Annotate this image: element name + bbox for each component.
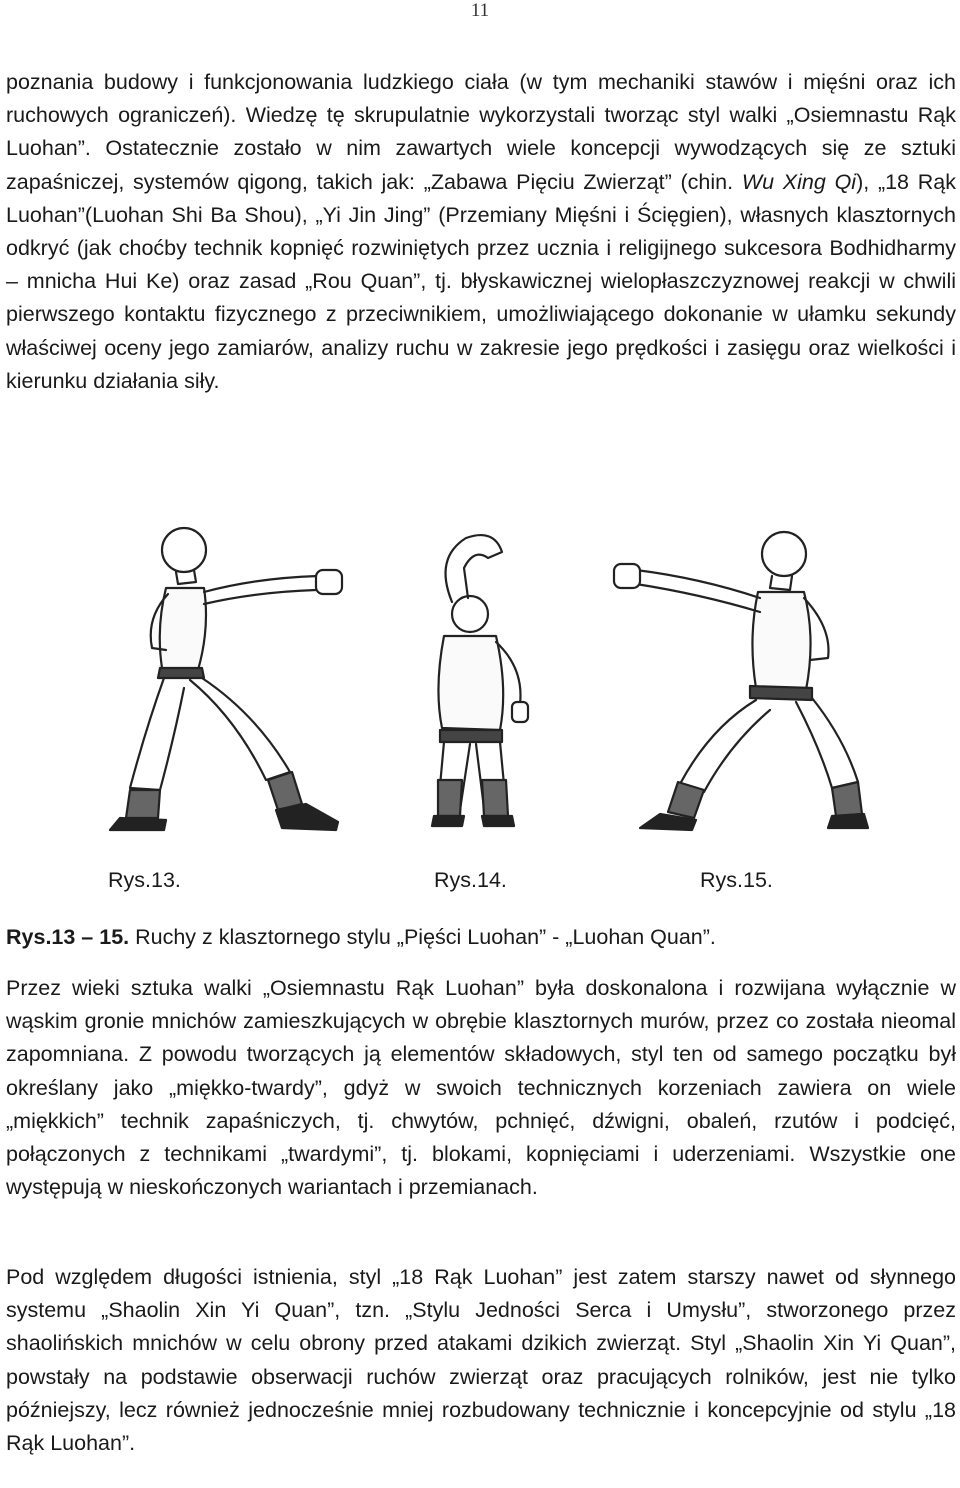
figure-15-illustration [600,518,870,838]
figure-labels [0,868,960,898]
paragraph-2: Przez wieki sztuka walki „Osiemnastu Rąk Luohan” była doskonalona i rozwijana wyłącznie w wąskim gronie mnichów zamieszkujących w obrębie klasztornych murów, przez co została nieomal zapomniana. Z powodu tworzących ją elementów składowych, styl ten od samego początku był określany jako „miękko-twardy”, gdyż w swoich technicznych korzeniach zawiera on wiele „miękkich” technik zapaśniczych, tj. chwytów, pchnięć, dźwigni, obaleń, rzutów i podcięć, połączonych z technikami „twardymi”, tj. blokami, kopnięciami i uderzeniami. Wszystkie one występują w nieskończonych wariantach i przemianach. [6,976,956,1200]
caption-text: Ruchy z klasztornego stylu „Pięści Luohan” - „Luohan Quan”. [129,925,716,949]
figure-13-illustration [106,518,356,838]
figure-label-15: Rys.15. [700,868,773,892]
caption-bold: Rys.13 – 15. [6,925,130,949]
paragraph-1-italic: Wu Xing Qi [741,169,857,194]
figure-caption [6,922,716,952]
figures-row [0,518,960,848]
paragraph-1-part-b: ), „18 Rąk Luohan”(Luohan Shi Ba Shou), „Yi Jin Jing” (Przemiany Mięśni i Ścięgien), własnych klasztornych odkryć (jak choćby technik kopnięć rozwiniętych przez ucznia i religijnego sukcesora Bodhidharmy – mnicha Hui Ke) oraz zasad „Rou Quan”, tj. błyskawicznej wielopłaszczyznowej reakcji w chwili pierwszego kontaktu fizycznego z przeciwnikiem, umożliwiającego dokonanie w ułamku sekundy właściwej oceny jego zamiarów, analizy ruchu w zakresie jego prędkości i zasięgu oraz wielkości i kierunku działania siły. [6,169,956,393]
figure-label-13: Rys.13. [108,868,181,892]
figure-label-14: Rys.14. [434,868,507,892]
paragraph-3: Pod względem długości istnienia, styl „18 Rąk Luohan” jest zatem starszy nawet od słynnego systemu „Shaolin Xin Yi Quan”, tzn. „Stylu Jedności Serca i Umysłu”, stworzonego przez shaolińskich mnichów w celu obrony przed atakami dzikich zwierząt. Styl „Shaolin Xin Yi Quan”, powstały na podstawie obserwacji ruchów zwierząt oraz pracujących rolników, jest nie tylko późniejszy, lecz również jednocześnie mniej rozbudowany technicznie i koncepcyjnie od stylu „18 Rąk Luohan”. [6,1265,956,1456]
paragraph-1-part-a: poznania budowy i funkcjonowania ludzkiego ciała (w tym mechaniki stawów i mięśni oraz ich ruchowych ograniczeń). Wiedzę tę skrupulatnie wykorzystali tworząc styl walki „Osiemnastu Rąk Luohan”. Ostatecznie zostało w nim zawartych wiele koncepcji wywodzących się ze sztuki zapaśniczej, systemów qigong, takich jak: „Zabawa Pięciu Zwierząt” (chin. [6,70,956,194]
page-number: 11 [470,0,490,21]
paragraph-1 [6,66,956,398]
figure-14-illustration [404,518,554,838]
